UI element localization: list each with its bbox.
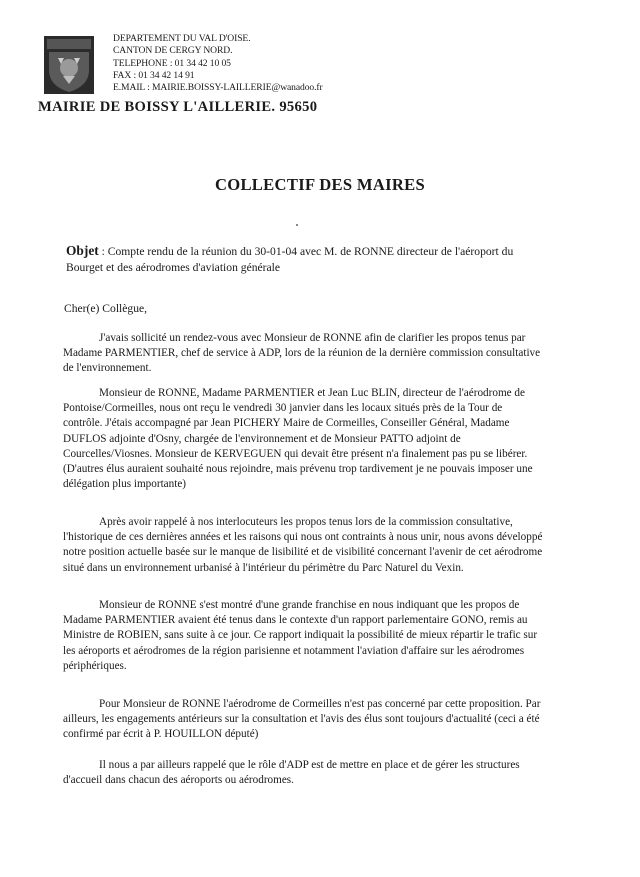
subject-line bbox=[66, 243, 546, 276]
letterhead bbox=[113, 33, 323, 94]
paragraph bbox=[63, 598, 543, 674]
paragraph-text: Monsieur de RONNE s'est montré d'une grande franchise en nous indiquant que les propos de Madame PARMENTIER avaient été tenus dans le contexte d'un rapport parlementaire GONO, remis au Ministre de ROBIEN, sans suite à ce jour. Ce rapport indiquait la possibilité de mieux répartir le trafic sur les aéroports et aérodromes de la région parisienne et notamment l'aviation d'affaire sur les aérodromes périphériques. bbox=[63, 599, 538, 672]
scan-dot bbox=[296, 224, 298, 226]
paragraph bbox=[63, 515, 543, 576]
paragraph-text: Après avoir rappelé à nos interlocuteurs les propos tenus lors de la commission consultative, l'historique de ces dernières années et les raisons qui nous ont contraints à nous unir, nous avons développé notre position actuelle basée sur le manque de lisibilité et de visibilité concernant l'avenir de cet aérodrome situé dans un environnement urbanisé à l'intérieur du périmètre du Parc Naturel du Vexin. bbox=[63, 516, 543, 574]
paragraph-text: Il nous a par ailleurs rappelé que le rôle d'ADP est de mettre en place et de gérer les structures d'accueil dans chacun des aéroports ou aérodromes. bbox=[63, 759, 520, 787]
paragraph bbox=[63, 697, 543, 743]
subject-label: Objet bbox=[66, 243, 99, 258]
letterhead-fax: FAX : 01 34 42 14 91 bbox=[113, 69, 195, 81]
subject-text: : Compte rendu de la réunion du 30-01-04 avec M. de RONNE directeur de l'aéroport du Bourget et des aérodromes d'aviation générale bbox=[66, 245, 514, 274]
paragraph-text: J'avais sollicité un rendez-vous avec Monsieur de RONNE afin de clarifier les propos tenus par Madame PARMENTIER, chef de service à ADP, lors de la réunion de la dernière commission consultative de l'environnement. bbox=[63, 332, 541, 375]
salutation: Cher(e) Collègue, bbox=[64, 302, 148, 315]
paragraph bbox=[63, 386, 543, 492]
paragraph bbox=[63, 331, 543, 377]
paragraph-text: Monsieur de RONNE, Madame PARMENTIER et Jean Luc BLIN, directeur de l'aérodrome de Pontoise/Cormeilles, nous ont reçu le vendredi 30 janvier dans les locaux situés près de la Tour de contrôle. J'étais accompagné par Jean PICHERY Maire de Cormeilles, Conseiller Général, Madame DUFLOS adjointe d'Osny, chargée de l'environnement et de Monsieur PATTO adjoint de Courcelles/Viosnes. Monsieur de KERVEGUEN qui devait être présent n'a finalement pas pu se libérer. (D'autres élus auraient souhaité nous rejoindre, mais prévenu trop tardivement je ne pouvais imposer une délégation plus importante) bbox=[63, 387, 533, 491]
mairie-heading: MAIRIE DE BOISSY L'AILLERIE. 95650 bbox=[38, 99, 318, 115]
paragraph-text: Pour Monsieur de RONNE l'aérodrome de Cormeilles n'est pas concerné par cette proposition. Par ailleurs, les engagements antérieurs sur la consultation et l'avis des élus sont toujours d'actualité (ceci a été confirmé par écrit à P. HOUILLON député) bbox=[63, 698, 541, 741]
letterhead-phone: TELEPHONE : 01 34 42 10 05 bbox=[113, 57, 231, 69]
paragraph bbox=[63, 758, 543, 788]
municipal-crest-icon bbox=[44, 36, 94, 94]
letterhead-department: DEPARTEMENT DU VAL D'OISE. bbox=[113, 33, 251, 44]
letterhead-email: E.MAIL : MAIRIE.BOISSY-LAILLERIE@wanadoo.fr bbox=[113, 82, 323, 94]
letterhead-canton: CANTON DE CERGY NORD. bbox=[113, 45, 233, 57]
document-title: COLLECTIF DES MAIRES bbox=[214, 175, 426, 194]
